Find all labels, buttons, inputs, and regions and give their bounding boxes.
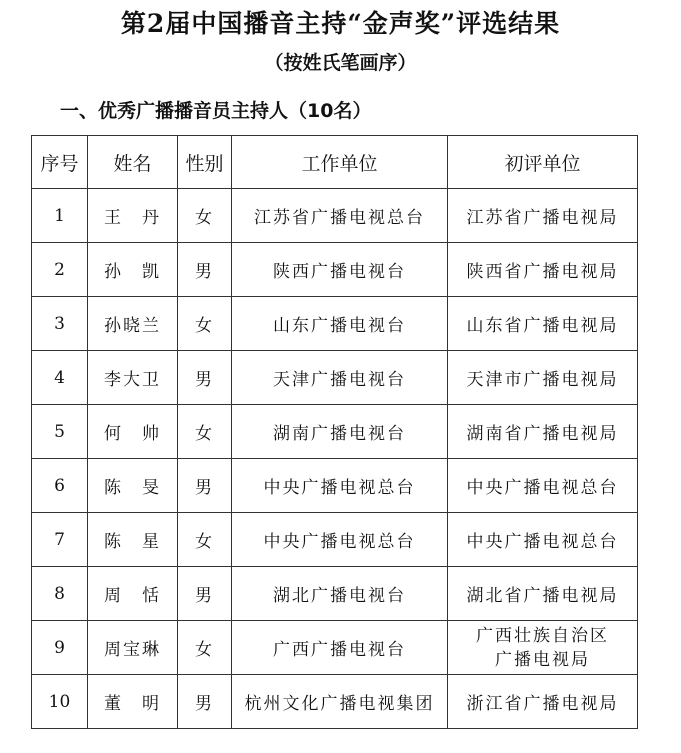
header-no: 序号 bbox=[32, 136, 88, 189]
row-name: 陈 星 bbox=[88, 513, 178, 567]
header-gender: 性别 bbox=[178, 136, 232, 189]
row-review-unit: 湖北省广播电视局 bbox=[448, 567, 638, 621]
row-no: 3 bbox=[32, 297, 88, 351]
row-gender: 女 bbox=[178, 621, 232, 675]
row-work-unit: 中央广播电视总台 bbox=[232, 459, 448, 513]
row-work-unit: 天津广播电视台 bbox=[232, 351, 448, 405]
row-name: 李大卫 bbox=[88, 351, 178, 405]
row-no: 1 bbox=[32, 189, 88, 243]
row-work-unit: 江苏省广播电视总台 bbox=[232, 189, 448, 243]
row-review-unit: 山东省广播电视局 bbox=[448, 297, 638, 351]
document-title: 第2届中国播音主持“金声奖”评选结果 bbox=[120, 9, 561, 38]
table-header-row bbox=[32, 136, 638, 189]
table-row bbox=[32, 243, 638, 297]
row-review-unit: 湖南省广播电视局 bbox=[448, 405, 638, 459]
row-work-unit: 湖南广播电视台 bbox=[232, 405, 448, 459]
row-no: 8 bbox=[32, 567, 88, 621]
row-no: 4 bbox=[32, 351, 88, 405]
row-name: 王 丹 bbox=[88, 189, 178, 243]
row-name: 陈 旻 bbox=[88, 459, 178, 513]
row-no: 5 bbox=[32, 405, 88, 459]
row-gender: 男 bbox=[178, 351, 232, 405]
row-name: 何 帅 bbox=[88, 405, 178, 459]
review-unit-line-2: 广播电视局 bbox=[495, 649, 590, 670]
table-row bbox=[32, 459, 638, 513]
row-name: 周宝琳 bbox=[88, 621, 178, 675]
table-row bbox=[32, 297, 638, 351]
table-row bbox=[32, 405, 638, 459]
row-review-unit: 天津市广播电视局 bbox=[448, 351, 638, 405]
review-unit-line-1: 广西壮族自治区 bbox=[476, 625, 609, 646]
row-no: 7 bbox=[32, 513, 88, 567]
row-work-unit: 杭州文化广播电视集团 bbox=[232, 675, 448, 729]
row-gender: 男 bbox=[178, 675, 232, 729]
row-no: 9 bbox=[32, 621, 88, 675]
table-row bbox=[32, 567, 638, 621]
row-work-unit: 山东广播电视台 bbox=[232, 297, 448, 351]
header-review-unit: 初评单位 bbox=[448, 136, 638, 189]
row-review-unit: 中央广播电视总台 bbox=[448, 513, 638, 567]
row-gender: 男 bbox=[178, 567, 232, 621]
row-gender: 男 bbox=[178, 243, 232, 297]
row-gender: 女 bbox=[178, 189, 232, 243]
row-gender: 男 bbox=[178, 459, 232, 513]
table-row bbox=[32, 513, 638, 567]
row-review-unit: 中央广播电视总台 bbox=[448, 459, 638, 513]
row-no: 10 bbox=[32, 675, 88, 729]
row-review-unit: 江苏省广播电视局 bbox=[448, 189, 638, 243]
row-gender: 女 bbox=[178, 405, 232, 459]
row-work-unit: 陕西广播电视台 bbox=[232, 243, 448, 297]
header-work-unit: 工作单位 bbox=[232, 136, 448, 189]
table-row bbox=[32, 621, 638, 675]
document-subtitle: （按姓氏笔画序） bbox=[264, 52, 417, 74]
row-name: 周 恬 bbox=[88, 567, 178, 621]
row-review-unit bbox=[448, 621, 638, 675]
row-gender: 女 bbox=[178, 297, 232, 351]
row-review-unit: 陕西省广播电视局 bbox=[448, 243, 638, 297]
row-gender: 女 bbox=[178, 513, 232, 567]
row-no: 6 bbox=[32, 459, 88, 513]
table-row bbox=[32, 351, 638, 405]
row-work-unit: 湖北广播电视台 bbox=[232, 567, 448, 621]
header-name: 姓名 bbox=[88, 136, 178, 189]
row-no: 2 bbox=[32, 243, 88, 297]
table-row bbox=[32, 675, 638, 729]
section-heading: 一、优秀广播播音员主持人（10名） bbox=[60, 100, 372, 122]
row-work-unit: 广西广播电视台 bbox=[232, 621, 448, 675]
row-review-unit: 浙江省广播电视局 bbox=[448, 675, 638, 729]
row-name: 孙晓兰 bbox=[88, 297, 178, 351]
table-row bbox=[32, 189, 638, 243]
row-name: 董 明 bbox=[88, 675, 178, 729]
row-name: 孙 凯 bbox=[88, 243, 178, 297]
row-work-unit: 中央广播电视总台 bbox=[232, 513, 448, 567]
results-table bbox=[31, 135, 638, 729]
